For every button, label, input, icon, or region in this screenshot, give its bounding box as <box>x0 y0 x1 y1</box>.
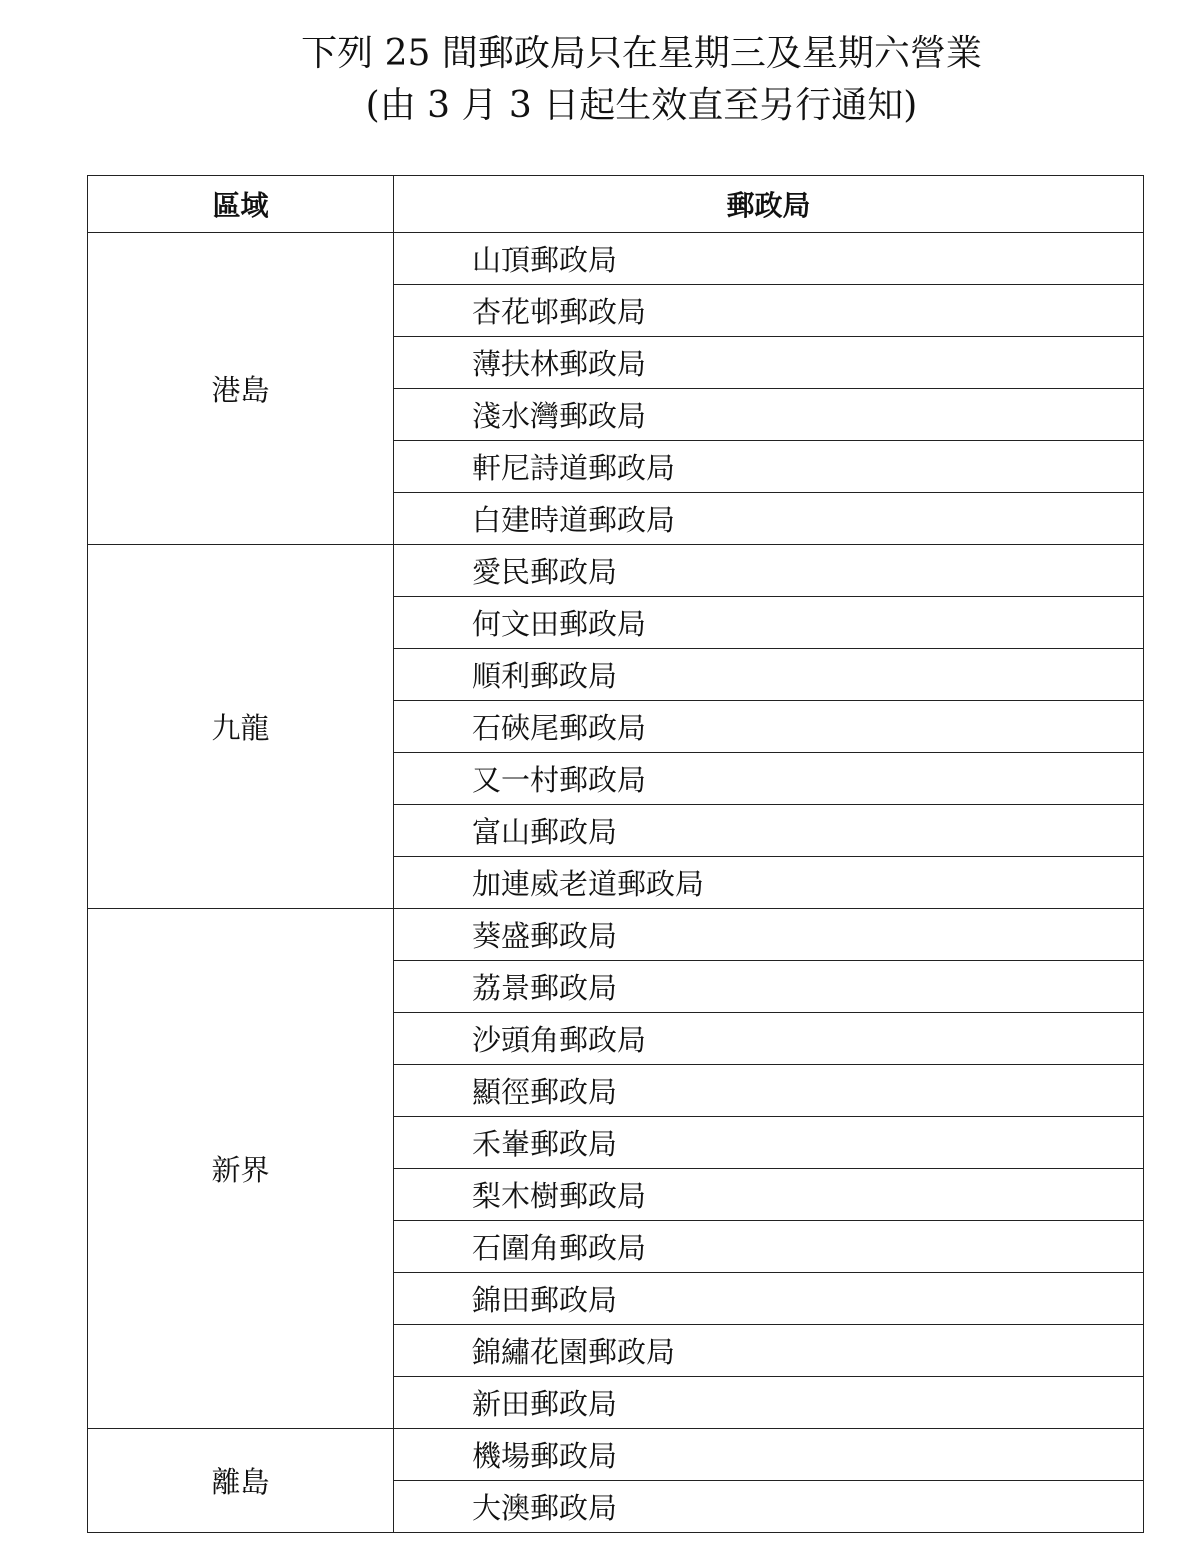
post-office-cell: 石圍角郵政局 <box>394 1221 1144 1273</box>
table-body <box>88 233 1144 1533</box>
post-office-cell: 新田郵政局 <box>394 1377 1144 1429</box>
post-office-cell: 機場郵政局 <box>394 1429 1144 1481</box>
post-office-cell: 大澳郵政局 <box>394 1481 1144 1533</box>
title-line-2: (由 3 月 3 日起生效直至另行通知) <box>365 85 918 126</box>
post-office-cell: 梨木樹郵政局 <box>394 1169 1144 1221</box>
post-office-cell: 山頂郵政局 <box>394 233 1144 285</box>
post-office-cell: 杏花邨郵政局 <box>394 285 1144 337</box>
post-office-cell: 荔景郵政局 <box>394 961 1144 1013</box>
post-office-cell: 錦田郵政局 <box>394 1273 1144 1325</box>
post-office-cell: 加連威老道郵政局 <box>394 857 1144 909</box>
post-office-cell: 薄扶林郵政局 <box>394 337 1144 389</box>
post-office-cell: 軒尼詩道郵政局 <box>394 441 1144 493</box>
region-column-header: 區域 <box>88 176 394 233</box>
post-office-cell: 何文田郵政局 <box>394 597 1144 649</box>
title-line-1: 下列 25 間郵政局只在星期三及星期六營業 <box>301 33 982 74</box>
table-header-row <box>88 176 1144 233</box>
post-office-cell: 沙頭角郵政局 <box>394 1013 1144 1065</box>
post-office-cell: 禾輋郵政局 <box>394 1117 1144 1169</box>
table-row <box>88 1429 1144 1481</box>
post-office-cell: 富山郵政局 <box>394 805 1144 857</box>
post-office-cell: 石硤尾郵政局 <box>394 701 1144 753</box>
post-office-cell: 白建時道郵政局 <box>394 493 1144 545</box>
region-cell: 新界 <box>88 909 394 1429</box>
table-row <box>88 545 1144 597</box>
post-office-cell: 顯徑郵政局 <box>394 1065 1144 1117</box>
region-cell: 離島 <box>88 1429 394 1533</box>
post-office-cell: 葵盛郵政局 <box>394 909 1144 961</box>
post-office-cell: 順利郵政局 <box>394 649 1144 701</box>
post-office-cell: 愛民郵政局 <box>394 545 1144 597</box>
post-office-cell: 淺水灣郵政局 <box>394 389 1144 441</box>
post-office-table <box>87 175 1144 1533</box>
table-row <box>88 233 1144 285</box>
post-office-cell: 錦繡花園郵政局 <box>394 1325 1144 1377</box>
document-title <box>0 28 1200 132</box>
region-cell: 港島 <box>88 233 394 545</box>
region-cell: 九龍 <box>88 545 394 909</box>
table-row <box>88 909 1144 961</box>
office-column-header: 郵政局 <box>394 176 1144 233</box>
post-office-cell: 又一村郵政局 <box>394 753 1144 805</box>
